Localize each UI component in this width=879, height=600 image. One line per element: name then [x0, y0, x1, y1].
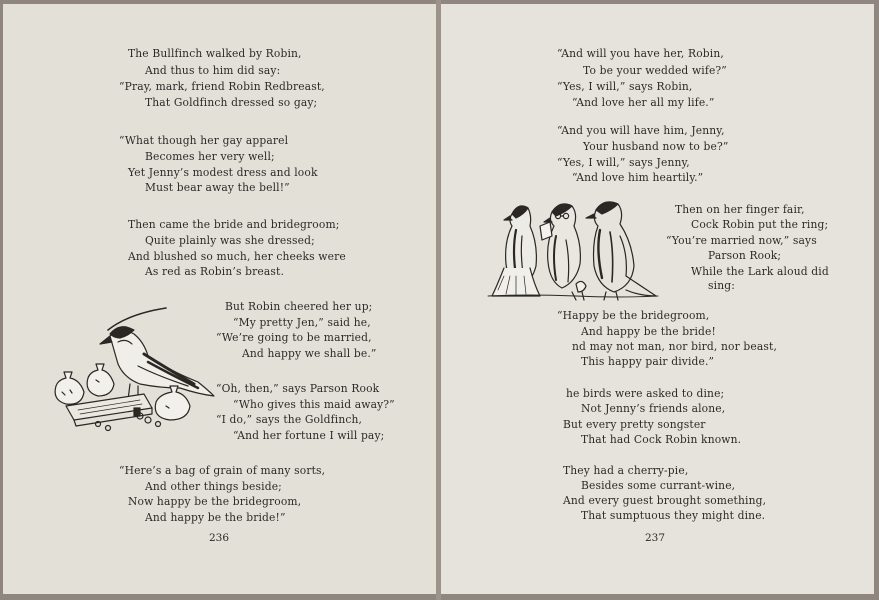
verse-line: “And love her all my life.”: [572, 96, 715, 109]
verse-line: That had Cock Robin known.: [581, 433, 742, 446]
verse-line: nd may not man, nor bird, nor beast,: [572, 340, 778, 353]
verse-line: “Oh, then,” says Parson Rook: [216, 382, 380, 395]
verse-line: Cock Robin put the ring;: [691, 218, 829, 231]
right-page: [441, 4, 874, 594]
verse-line: And blushed so much, her cheeks were: [128, 250, 346, 263]
verse-line: This happy pair divide.”: [581, 355, 715, 368]
verse-line: Quite plainly was she dressed;: [145, 234, 315, 247]
verse-line: Besides some currant-wine,: [581, 479, 736, 492]
verse-line: “Who gives this maid away?”: [233, 398, 395, 411]
verse-line: And happy be the bride!”: [145, 511, 286, 524]
verse-line: To be your wedded wife?”: [583, 64, 727, 77]
verse-line: But Robin cheered her up;: [225, 300, 373, 313]
left-page: [3, 4, 436, 594]
verse-line: That Goldfinch dressed so gay;: [145, 96, 318, 109]
verse-line: The Bullfinch walked by Robin,: [128, 47, 302, 60]
verse-line: And every guest brought something,: [563, 494, 767, 507]
verse-line: he birds were asked to dine;: [566, 387, 725, 400]
verse-line: “You’re married now,” says: [666, 234, 817, 247]
verse-line: Then came the bride and bridegroom;: [128, 218, 340, 231]
verse-line: “And will you have her, Robin,: [557, 47, 724, 60]
verse-line: “And her fortune I will pay;: [233, 429, 385, 442]
verse-line: And thus to him did say:: [145, 64, 281, 77]
verse-line: Now happy be the bridegroom,: [128, 495, 302, 508]
verse-line: Your husband now to be?”: [583, 140, 729, 153]
verse-line: “We’re going to be married,: [216, 331, 372, 344]
verse-line: Then on her finger fair,: [675, 203, 805, 216]
verse-line: While the Lark aloud did: [691, 265, 829, 278]
verse-line: And happy be the bride!: [581, 325, 716, 338]
verse-line: “Yes, I will,” says Robin,: [557, 80, 693, 93]
verse-line: And happy we shall be.”: [242, 347, 377, 360]
verse-line: As red as Robin’s breast.: [145, 265, 285, 278]
verse-line: “Happy be the bridegroom,: [557, 309, 710, 322]
verse-line: Parson Rook;: [708, 249, 782, 262]
verse-line: sing:: [708, 279, 735, 292]
verse-line: “My pretty Jen,” said he,: [233, 316, 371, 329]
page-number: 236: [209, 532, 230, 544]
verse-line: They had a cherry-pie,: [563, 464, 689, 477]
verse-line: “Pray, mark, friend Robin Redbreast,: [119, 80, 325, 93]
page-number: 237: [645, 532, 666, 544]
verse-line: That sumptuous they might dine.: [581, 509, 766, 522]
verse-line: Not Jenny’s friends alone,: [581, 402, 726, 415]
verse-line: Must bear away the bell!”: [145, 181, 290, 194]
verse-line: “I do,” says the Goldfinch,: [216, 413, 363, 426]
verse-line: “What though her gay apparel: [119, 134, 289, 147]
verse-line: Yet Jenny’s modest dress and look: [128, 166, 318, 179]
verse-line: But every pretty songster: [563, 418, 706, 431]
goldfinch-illustration: [48, 304, 218, 439]
verse-line: “Here’s a bag of grain of many sorts,: [119, 464, 326, 477]
wedding-birds-illustration: [486, 196, 661, 301]
verse-line: “And love him heartily.”: [572, 171, 704, 184]
verse-line: “And you will have him, Jenny,: [557, 124, 725, 137]
verse-line: And other things beside;: [145, 480, 282, 493]
verse-line: Becomes her very well;: [145, 150, 275, 163]
verse-line: “Yes, I will,” says Jenny,: [557, 156, 690, 169]
